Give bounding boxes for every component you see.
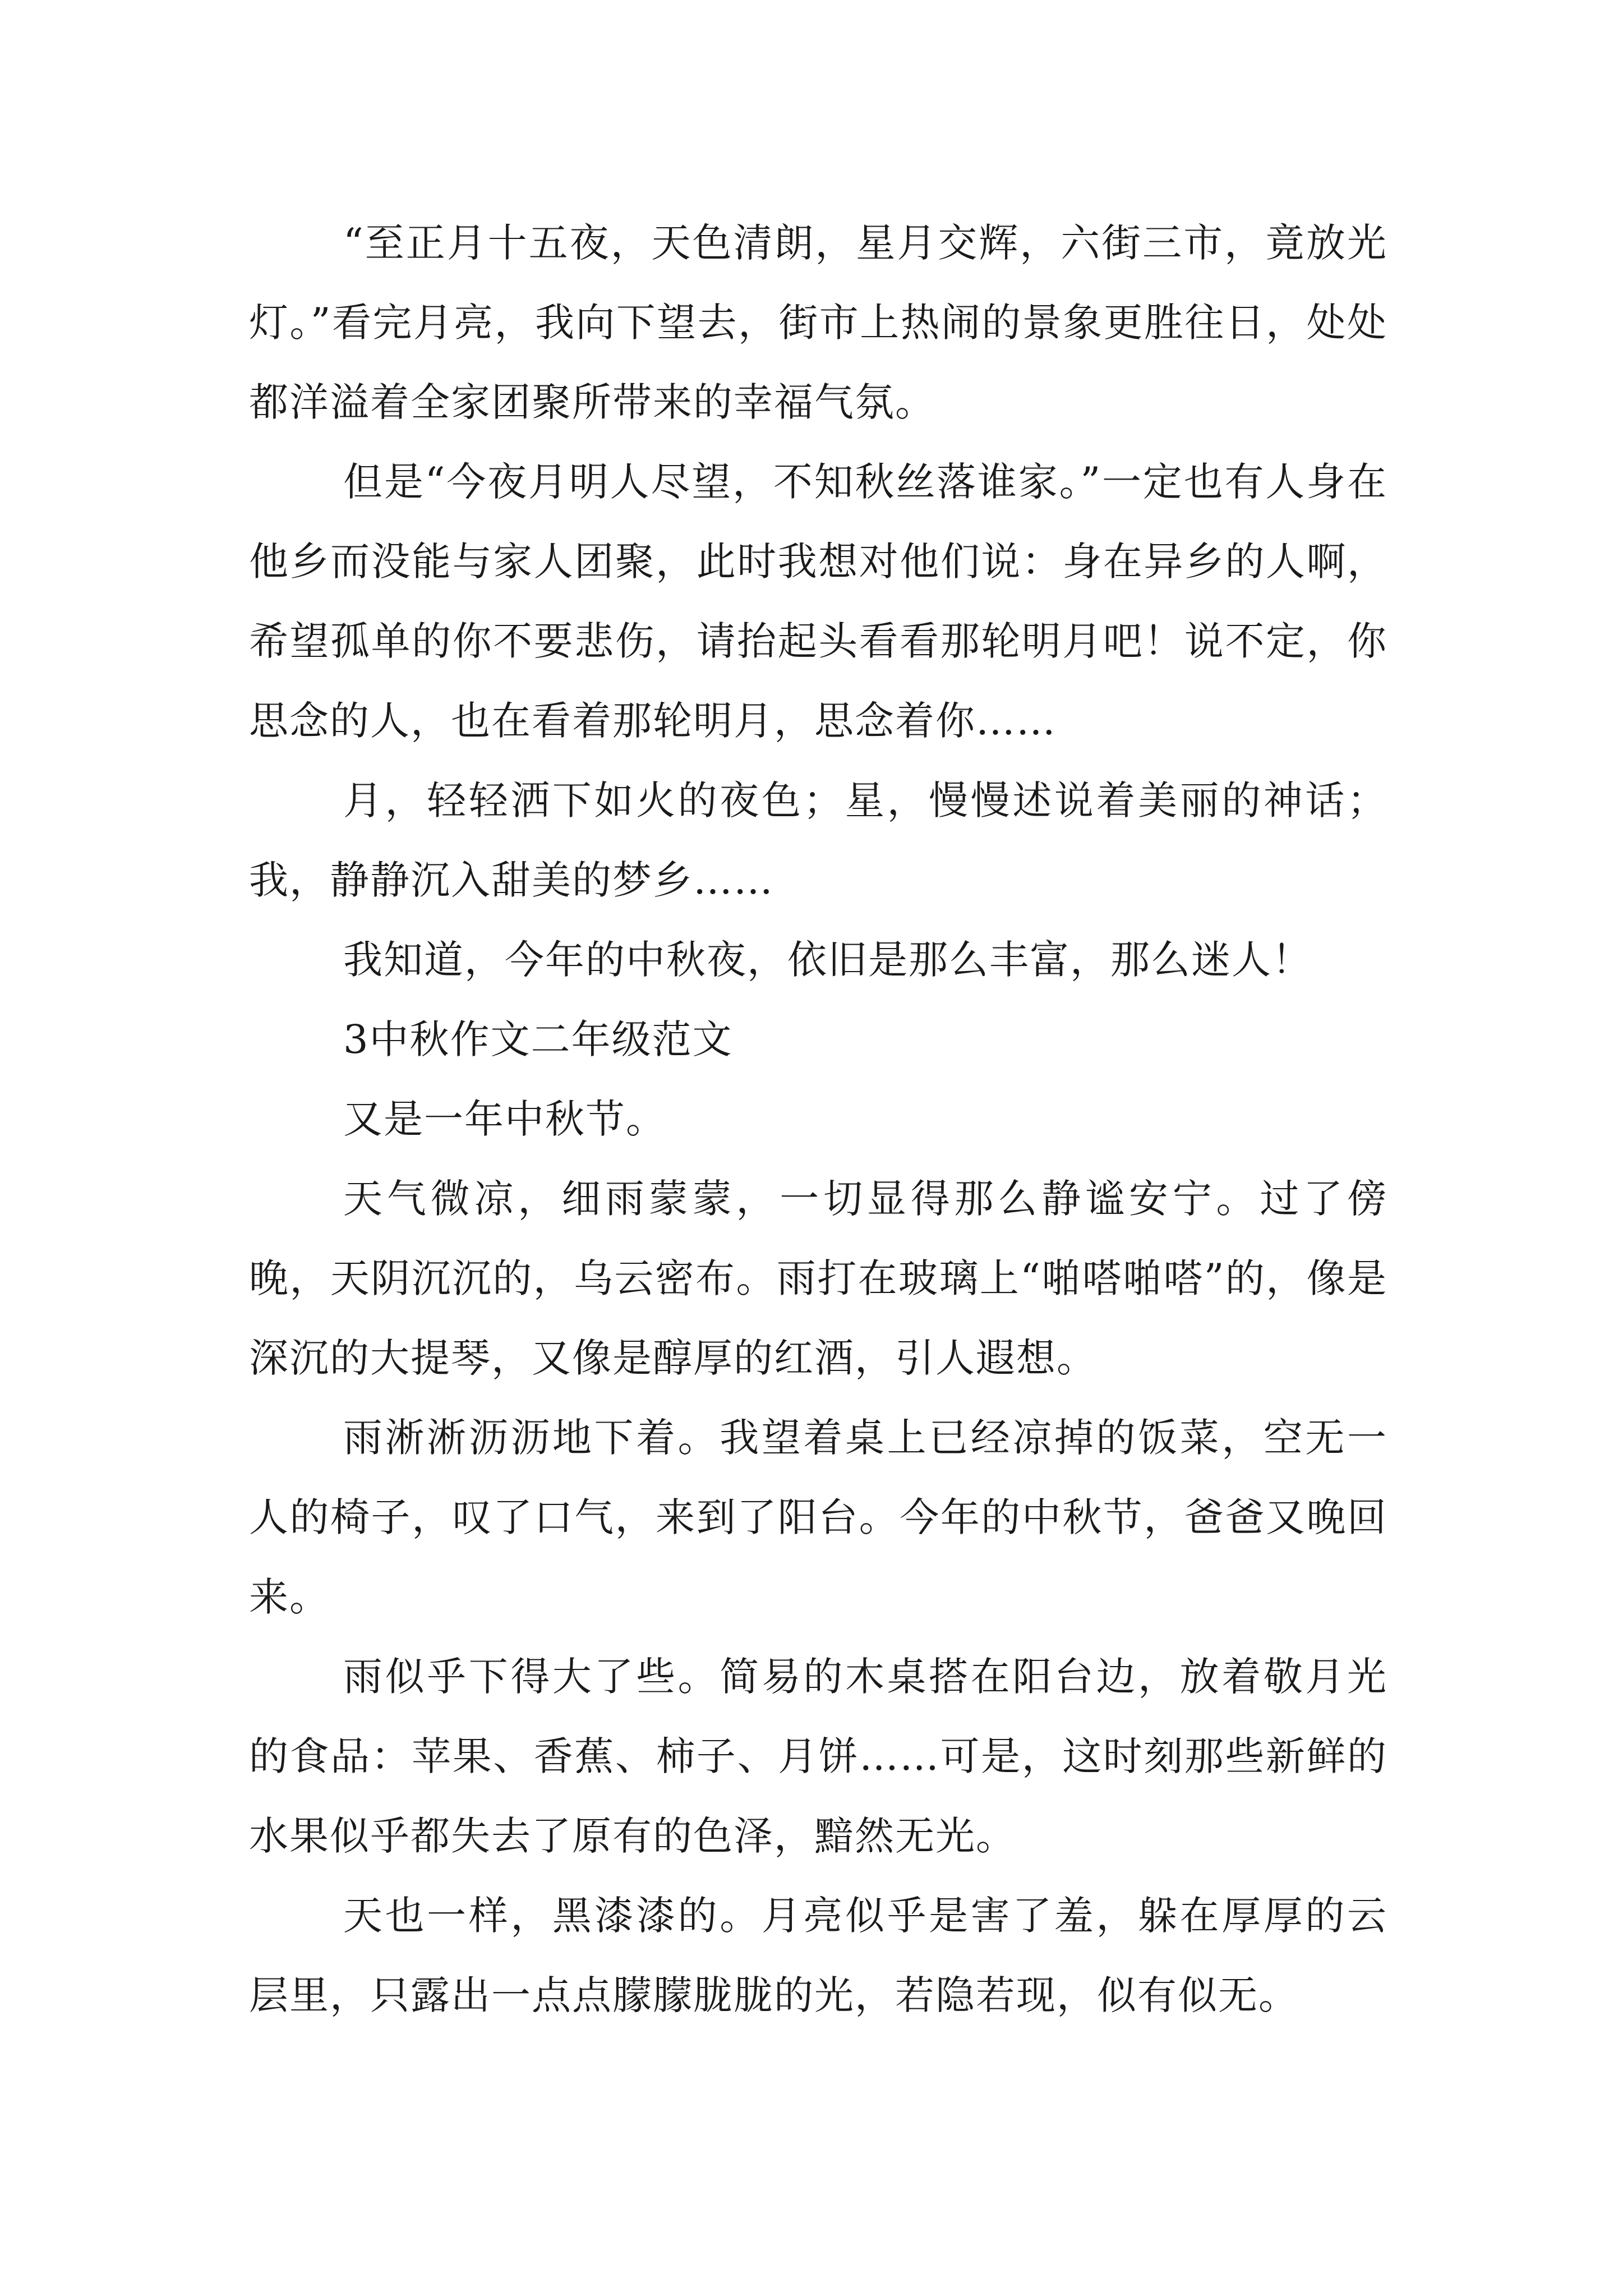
paragraph-8: 雨淅淅沥沥地下着。我望着桌上已经凉掉的饭菜，空无一人的椅子，叹了口气，来到了阳台。今年的中秋节，爸爸又晚回来。 <box>249 1415 1387 1620</box>
body-text <box>249 203 1387 2035</box>
section-heading: 3中秋作文二年级范文 <box>343 1016 733 1062</box>
paragraph-7: 天气微凉，细雨蒙蒙，一切显得那么静谧安宁。过了傍晚，天阴沉沉的，乌云密布。雨打在玻璃上“啪嗒啪嗒”的，像是深沉的大提琴，又像是醇厚的红酒，引人遐想。 <box>249 1176 1387 1381</box>
paragraph-4: 我知道，今年的中秋夜，依旧是那么丰富，那么迷人！ <box>343 937 1312 983</box>
paragraph-10: 天也一样，黑漆漆的。月亮似乎是害了羞，躲在厚厚的云层里，只露出一点点朦朦胧胧的光，若隐若现，似有似无。 <box>249 1893 1387 2018</box>
paragraph-1: “至正月十五夜，天色清朗，星月交辉，六街三市，竟放光灯。”看完月亮，我向下望去，街市上热闹的景象更胜往日，处处都洋溢着全家团聚所带来的幸福气氛。 <box>249 220 1387 425</box>
paragraph-3: 月，轻轻洒下如火的夜色；星，慢慢述说着美丽的神话；我，静静沉入甜美的梦乡…… <box>249 777 1387 903</box>
paragraph-6: 又是一年中秋节。 <box>343 1096 666 1142</box>
paragraph-9: 雨似乎下得大了些。简易的木桌搭在阳台边，放着敬月光的食品：苹果、香蕉、柿子、月饼……可是，这时刻那些新鲜的水果似乎都失去了原有的色泽，黯然无光。 <box>249 1654 1387 1859</box>
paragraph-2: 但是“今夜月明人尽望，不知秋丝落谁家。”一定也有人身在他乡而没能与家人团聚，此时我想对他们说：身在异乡的人啊，希望孤单的你不要悲伤，请抬起头看看那轮明月吧！说不定，你思念的人，也在看着那轮明月，思念着你…… <box>249 459 1387 744</box>
